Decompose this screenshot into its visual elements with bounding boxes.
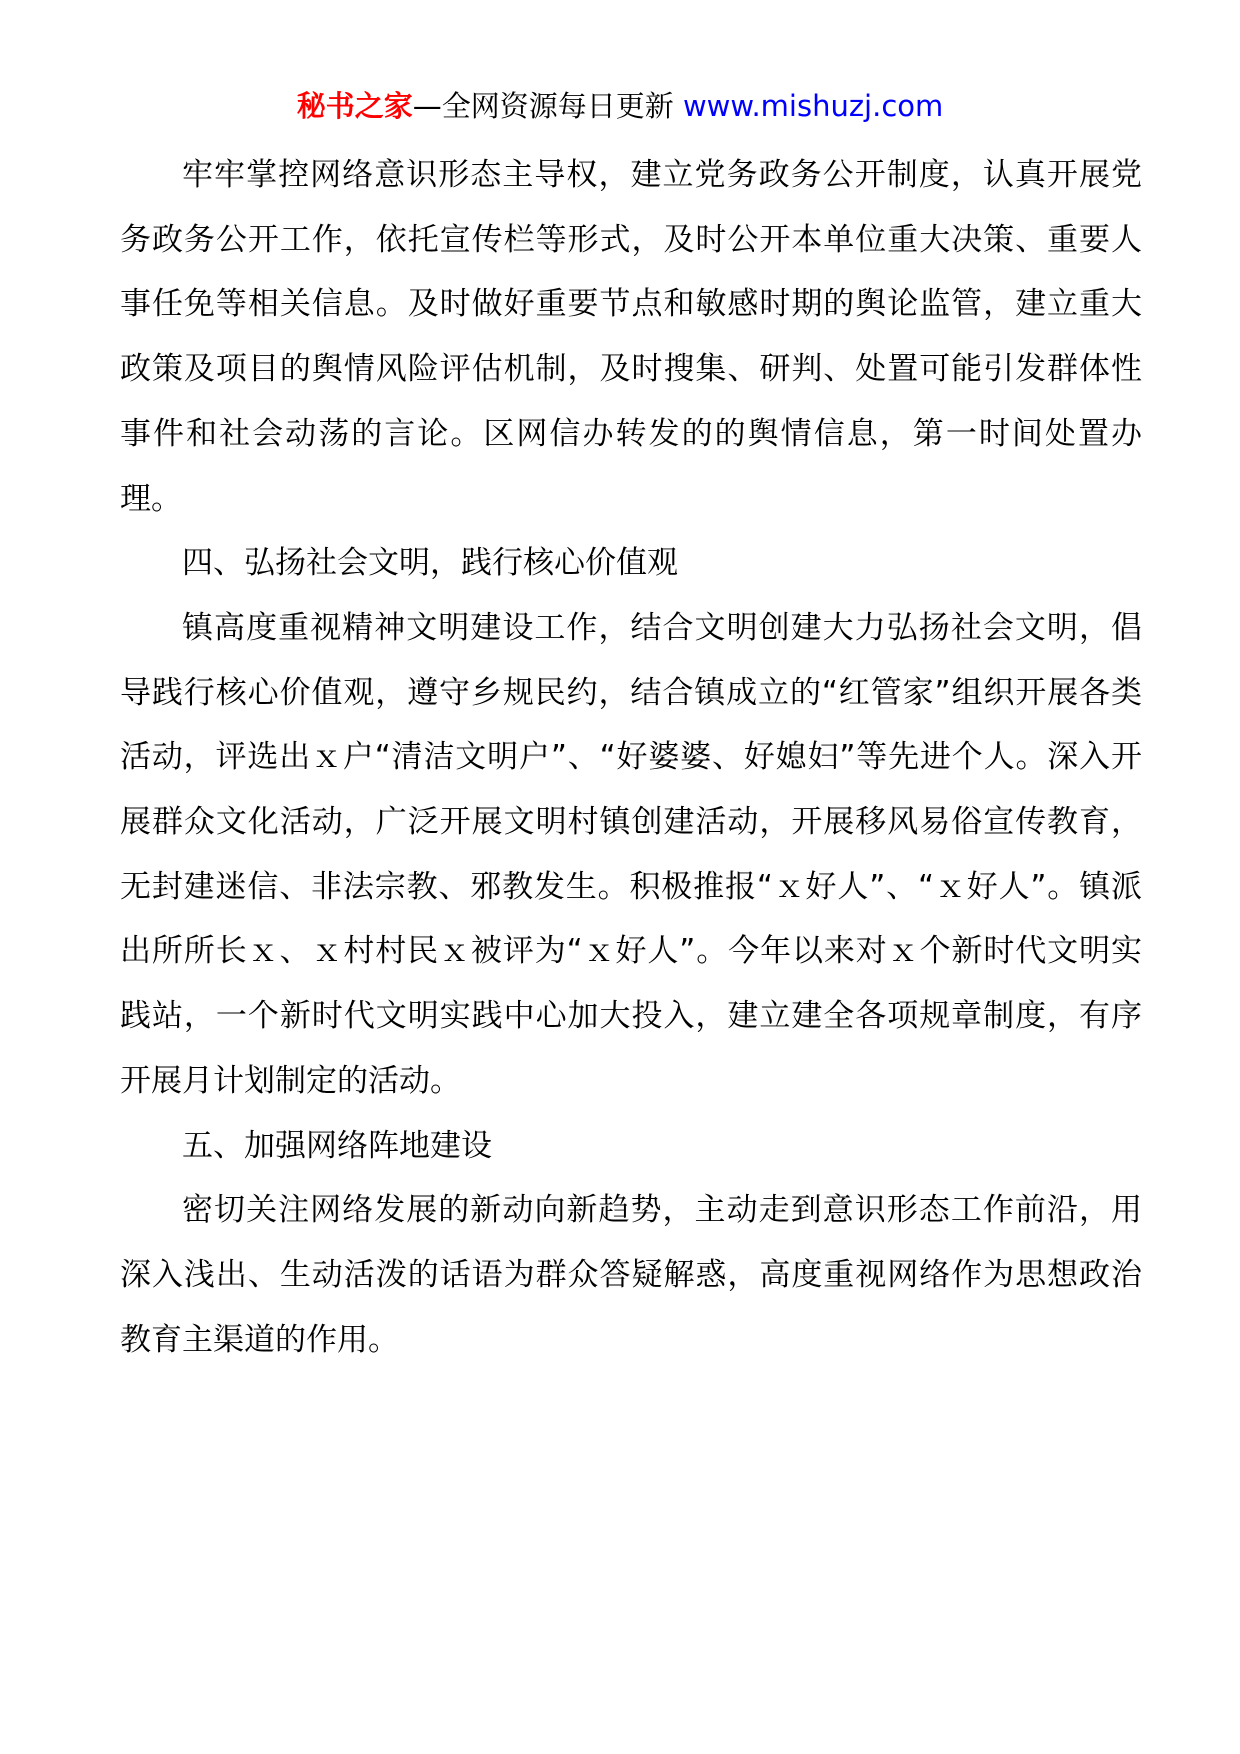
paragraph-social-civilization: 镇高度重视精神文明建设工作，结合文明创建大力弘扬社会文明，倡导践行核心价值观，遵守乡规民约，结合镇成立的“红管家”组织开展各类活动，评选出ｘ户“清洁文明户”、“好婆婆、好媳妇”等先进个人。深入开展群众文化活动，广泛开展文明村镇创建活动，开展移风易俗宣传教育，无封建迷信、非法宗教、邪教发生。积极推报“ｘ好人”、“ｘ好人”。镇派出所所长ｘ、ｘ村村民ｘ被评为“ｘ好人”。今年以来对ｘ个新时代文明实践站，一个新时代文明实践中心加大投入，建立建全各项规章制度，有序开展月计划制定的活动。: [120, 609, 1142, 1099]
site-url-link[interactable]: www.mishuzj.com: [682, 89, 944, 123]
section-heading-5: 五、加强网络阵地建设: [182, 1127, 492, 1164]
header-tagline: —全网资源每日更新: [412, 89, 674, 123]
paragraph-network-ideology: 牢牢掌控网络意识形态主导权，建立党务政务公开制度，认真开展党务政务公开工作，依托宣传栏等形式，及时公开本单位重大决策、重要人事任免等相关信息。及时做好重要节点和敏感时期的舆论监管，建立重大政策及项目的舆情风险评估机制，及时搜集、研判、处置可能引发群体性事件和社会动荡的言论。区网信办转发的的舆情信息，第一时间处置办理。: [120, 157, 1142, 517]
brand-name: 秘书之家: [296, 89, 413, 123]
section-heading-4: 四、弘扬社会文明，践行核心价值观: [182, 545, 678, 582]
paragraph-network-position: 密切关注网络发展的新动向新趋势，主动走到意识形态工作前沿，用深入浅出、生动活泼的话语为群众答疑解惑，高度重视网络作为思想政治教育主渠道的作用。: [120, 1192, 1142, 1358]
site-header: [0, 84, 1240, 128]
document-body: [120, 143, 1142, 1372]
